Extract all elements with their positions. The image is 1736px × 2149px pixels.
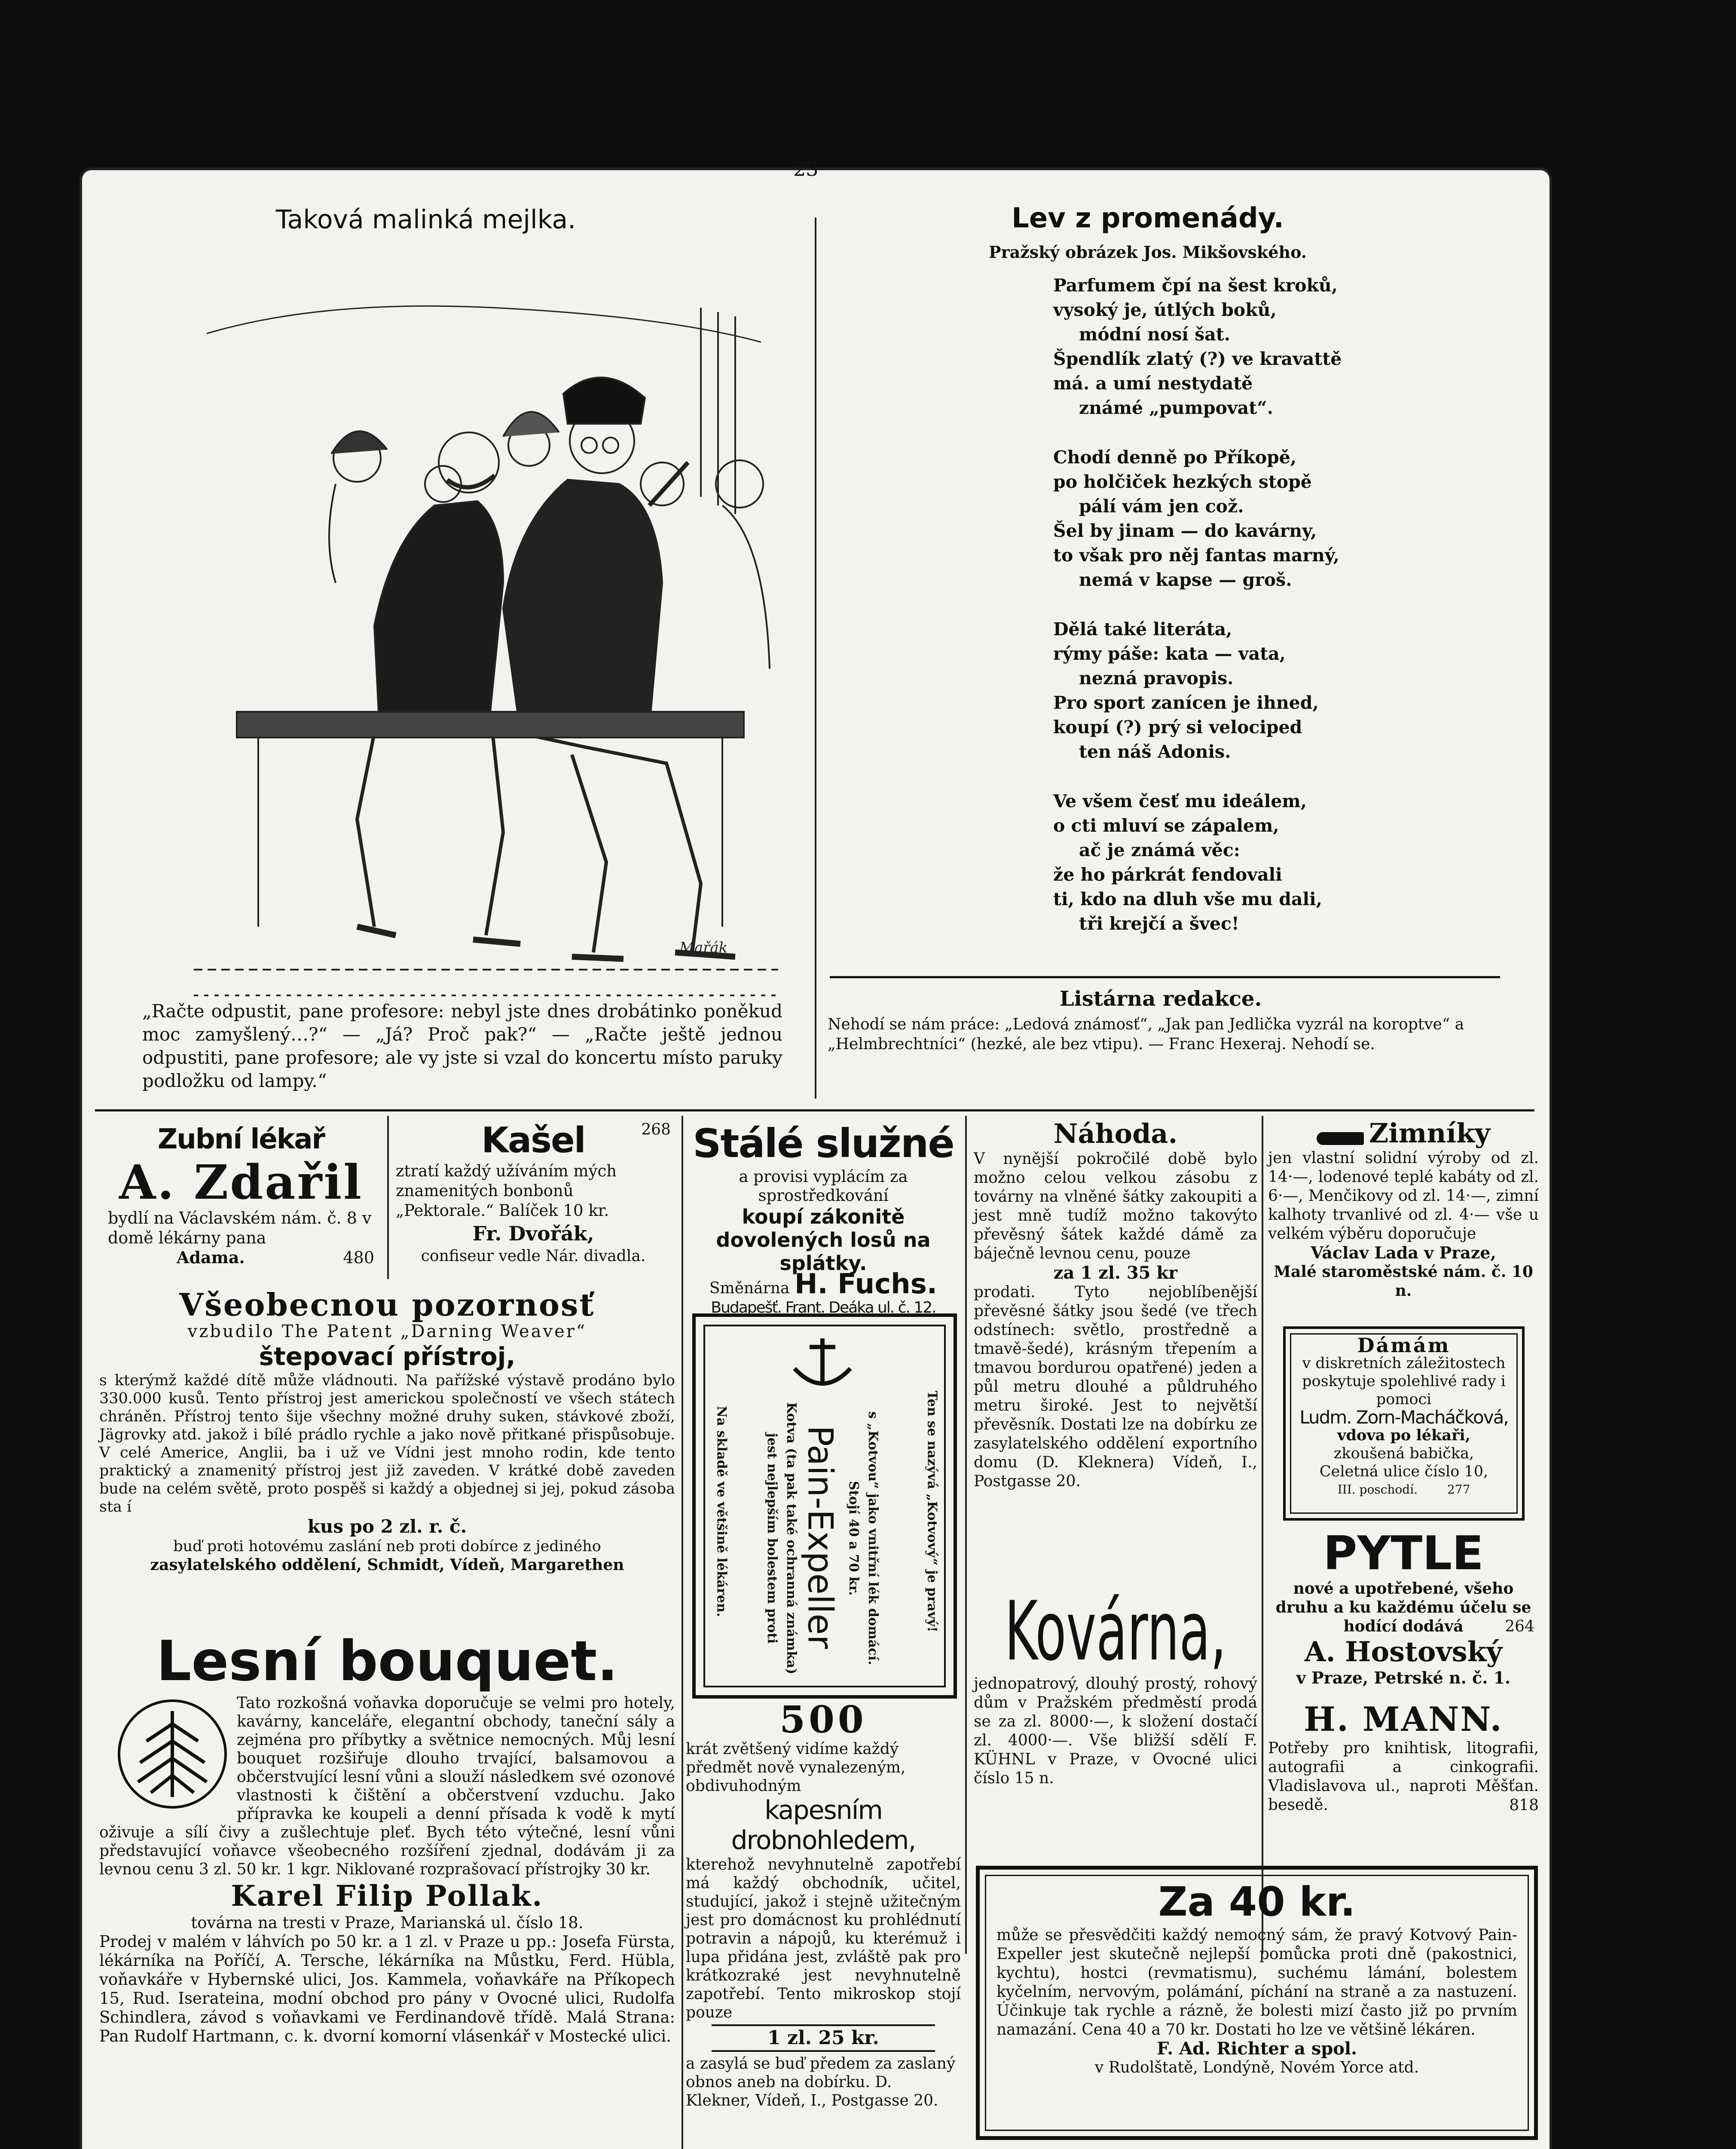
poem-line: rýmy páše: kata — vata, — [1053, 643, 1286, 664]
ad-text: Směnárna — [709, 1280, 790, 1297]
ad-text: koupí zákonitě dovolených losů na splátky. — [716, 1205, 931, 1275]
ad-name: H. Fuchs. — [794, 1268, 938, 1300]
ad-body: Potřeby pro knihtisk, litografii, autografii a cinkografii. Vladislavova ul., naproti Měšťan. besedě. — [1268, 1739, 1539, 1814]
ad-body: kterehož nevyhnutelně zapotřebí má každý obchodník, učitel, studující, jakož i stejně užitečným jest pro domácnost ku prohlédnutí potravin a nápojů, ku kterémuž i lupa přidána jest, zvláště pak pro krátkozraké jest nevyhnutelně zapotřebí. Tento mikroskop stojí pouze — [686, 1856, 961, 2021]
ad-product: štepovací přístroj, — [259, 1342, 516, 1371]
ad-body: v diskretních záležitostech poskytuje spolehlivé rady i pomoci — [1302, 1355, 1506, 1408]
ad-body: může se přesvědčiti každý nemocný sám, že pravý Kotvový Pain-Expeller jest skutečně nejlepší pomůcka proti dně (pakostnici, kychtu), hostci (revmatismu), suchému lámání, bolestem kyčelním, nervovým, polámání, píchání na straně a za nastuzení. Účinkuje tak rychle a rázně, že bolesti mizí často již po prvním namazání. Cena 40 a 70 kr. Dostati ho lze ve většině lékáren. — [996, 1926, 1517, 2039]
ad-microscope — [686, 1700, 961, 2110]
ad-text: Kotva (ta pak také ochranná známka) jest nejlepším bolestem proti — [764, 1402, 799, 1675]
poem-line: Ve všem česť mu ideálem, — [1053, 791, 1307, 811]
listarna-rule — [830, 976, 1500, 978]
pointing-hand-icon — [1317, 1132, 1364, 1145]
ad-price: 1 zl. 25 kr. — [712, 2024, 935, 2052]
ad-column-divider — [1262, 1116, 1263, 1954]
poem-line: známé „pumpovat“. — [1079, 398, 1274, 418]
ad-text: III. poschodí. — [1337, 1482, 1418, 1497]
ad-address: továrna na tresti v Praze, Marianská ul. číslo 18. — [191, 1913, 584, 1932]
ad-damam-box — [1283, 1326, 1525, 1521]
ad-kovarna — [974, 1584, 1257, 1788]
newspaper-page — [79, 157, 1552, 2149]
poem-line: Pro sport zanícen je ihned, — [1053, 692, 1319, 713]
ad-name: A. Zdařil — [119, 1154, 363, 1210]
poem-line: o cti mluví se zápalem, — [1053, 815, 1279, 836]
ad-stale-sluzne — [686, 1120, 961, 1317]
poem-line: nezná pravopis. — [1079, 668, 1234, 689]
poem-stanza — [1053, 789, 1440, 936]
anchor-icon — [786, 1334, 859, 1390]
ads-top-rule — [95, 1109, 1534, 1111]
ad-heading: Kašel — [481, 1120, 585, 1161]
ad-text: s „Kotvou“ jako vnitřní lék domácí. Stojí 40 a 70 kr. — [846, 1411, 880, 1665]
ad-signature: F. Ad. Richter a spol. — [1156, 2039, 1357, 2059]
ad-address: Malé staroměstské nám. č. 10 n. — [1274, 1263, 1533, 1300]
poem-line: nemá v kapse — groš. — [1079, 569, 1292, 590]
listarna-body: Nehodí se nám práce: „Ledová známosť“, „Jak pan Jedlička vyzrál na koroptve“ a „Helmbrechtníci“ (hezké, ale bez vtipu). — Franc Hexeraj. Nehodí se. — [828, 1016, 1464, 1053]
ad-pain-expeller-box — [692, 1313, 957, 1699]
ad-darning-weaver — [99, 1288, 675, 1574]
poem-line: ten náš Adonis. — [1079, 741, 1231, 762]
ad-body: jen vlastní solidní výroby od zl. 14·—, lodenové teplé kabáty od zl. 6·—, Menčikovy od zl. 14·—, zimní kalhoty trvanlivé od zl. 4·— vše u velkém výběru doporučuje — [1268, 1149, 1539, 1243]
poem-line: ti, kdo na dluh vše mu dali, — [1053, 889, 1322, 909]
ad-foot: a zasylá se buď předem za zaslaný obnos aneb na dobírku. D. Klekner, Vídeň, I., Postgasse 20. — [686, 2055, 956, 2109]
ad-number: 277 — [1447, 1482, 1470, 1497]
cartoon-signature: Mařák — [679, 939, 728, 956]
ad-heading: Kovárna, — [1004, 1584, 1227, 1679]
ad-heading: Za 40 kr. — [1158, 1879, 1356, 1926]
ad-heading: Náhoda. — [1053, 1118, 1178, 1149]
poem-line: vysoký je, útlých boků, — [1053, 300, 1277, 320]
ad-lesni-bouquet — [99, 1629, 675, 2046]
ad-heading: 500 — [779, 1698, 867, 1742]
poem-line: Dělá také literáta, — [1053, 619, 1232, 640]
poem-subtitle: Pražský obrázek Jos. Mikšovského. — [989, 242, 1307, 262]
ad-name: Karel Filip Pollak. — [231, 1879, 544, 1913]
listarna-title: Listárna redakce. — [1059, 987, 1262, 1011]
ad-number: 818 — [1509, 1797, 1539, 1814]
ad-number: 268 — [641, 1121, 671, 1139]
poem-line: že ho párkrát fendovali — [1053, 864, 1282, 885]
ad-text: krát zvětšený vidíme každý předmět nově vynalezeným, obdivuhodným — [686, 1740, 906, 1795]
ad-column-divider — [387, 1116, 389, 1279]
ad-zimniky — [1268, 1118, 1539, 1300]
ad-text: Celetná ulice číslo 10, — [1319, 1463, 1488, 1480]
poem-line: Špendlík zlatý (?) ve kravattě — [1053, 349, 1342, 369]
ad-address: Budapešť. Frant. Deáka ul. č. 12. — [711, 1299, 936, 1316]
ad-body: V nynější pokročilé době bylo možno celou velkou zásobu z továrny na vlněné šátky zakoupiti a jest mně tudíž možno takovýto převěsný šátek každé dámě za báječně levnou cenu, pouze — [974, 1150, 1257, 1262]
ad-kasel — [396, 1120, 671, 1266]
poem-line: módní nosí šat. — [1079, 324, 1231, 345]
ad-text: a provisi vyplácím za sprostředkování — [739, 1167, 908, 1205]
poem-line: to však pro něj fantas marný, — [1053, 545, 1340, 566]
ad-column-divider — [965, 1116, 967, 1954]
ad-heading: H. MANN. — [1304, 1700, 1503, 1739]
poem-line: tři krejčí a švec! — [1079, 913, 1239, 934]
poem-stanza — [1053, 445, 1440, 592]
poem-line: po holčiček hezkých stopě — [1053, 471, 1312, 492]
ad-price: kus po 2 zl. r. č. — [307, 1516, 467, 1537]
ad-body: s kterýmž každé dítě může vládnouti. Na pařížské výstavě prodáno bylo 330.000 kusů. Tento přístroj jest americkou společností ve všech státech chráněn. Přístroj tento šije všechny možné druhy suken, stávkové zboží, Jägrovky atd. jakož i bílé prádlo rychle a jako nově přitkané přispůsobuje. V celé Americe, Anglii, ba i už ve Vídni jest mnoho rodin, kde tento praktický a znamenitý přístroj jest již zaveden. V krátké době zaveden bude na celém světě, proto pospěš si každý a objednej si jej, pokud zásoba sta í — [99, 1372, 675, 1515]
ad-name: Ludm. Zorn-Macháčková, — [1299, 1407, 1508, 1428]
ad-vertical-text: Na skladě ve většině lékáren. — [714, 1405, 729, 1617]
ad-foot: zasylatelského oddělení, Schmidt, Vídeň, Margarethen — [150, 1556, 624, 1574]
ad-sale: Prodej v malém v láhvích po 50 kr. a 1 zl. v Praze u pp.: Josefa Fürsta, lékárníka na Poříčí, A. Tersche, lékárníka na Můstku, Ferd. Hübla, voňavkáře v Hybernské ulici, Jos. Kammela, voňavkáře na Příkopech 15, Rud. Iserateina, modní obchod pro pány v Ovocné ulici, Rudolfa Schindlera, závod s voňavkami ve Ferdinandově třídě. Malá Strana: Pan Rudolf Hartmann, c. k. dvorní komorní vlásenkář v Mostecké ulici. — [99, 1932, 675, 2045]
ad-heading: Stálé služné — [693, 1120, 954, 1166]
ad-text: vdova po lékaři, — [1337, 1427, 1470, 1444]
poem-line: pálí vám jen což. — [1079, 496, 1244, 517]
ad-za-40-kr-box — [976, 1866, 1538, 2140]
ad-pytle — [1268, 1528, 1539, 1687]
ad-foot: buď proti hotovému zaslání neb proti dobírce z jediného — [173, 1538, 601, 1555]
ad-subheading: vzbudilo The Patent „Darning Weaver“ — [187, 1322, 587, 1341]
cartoon-caption: „Račte odpustit, pane profesore: nebyl jste dnes drobátinko poněkud moc zamyšlený…?“ — „Já? Proč pak?“ — „Račte ještě jednou odpustiti, pane profesore; ale vy jste si vzal do koncertu místo paruky podložku od lampy.“ — [142, 1001, 782, 1091]
ad-text: Adama. — [177, 1248, 245, 1267]
ad-column-divider — [682, 1116, 683, 2149]
cartoon-illustration — [194, 282, 778, 1051]
ad-nahoda — [974, 1118, 1257, 1491]
ad-heading: Všeobecnou pozornosť — [179, 1286, 595, 1323]
poem-line: Parfumem čpí na šest kroků, — [1053, 275, 1338, 296]
ad-heading: Lesní bouquet. — [156, 1629, 618, 1693]
ad-h-mann — [1268, 1700, 1539, 1815]
ad-heading: Zubní lékař — [157, 1123, 325, 1155]
ad-price: za 1 zl. 35 kr — [1053, 1263, 1178, 1283]
ad-product: Pain-Expeller — [800, 1425, 840, 1649]
ad-text: zkoušená babička, — [1333, 1445, 1474, 1462]
ad-name: Václav Lada v Praze, — [1311, 1243, 1496, 1262]
ad-address: v Rudolštatě, Londýně, Novém Yorce atd. — [1094, 2059, 1419, 2076]
ad-foot: confiseur vedle Nár. divadla. — [421, 1247, 646, 1265]
poem-line: Šel by jinam — do kavárny, — [1053, 520, 1317, 541]
ad-body: prodati. Tyto nejoblíbenější převěsné šátky jsou šedé (ve třech odstínech: světlo, prostředně a tmavě-šedé), krásným třepením a tmavou bordurou opatřené) jeden a půl metru dlouhé a půldruhého metru široké. Jest to největší převěsník. Dostati lze na dobírku ze zasylatelského oddělení exportního domu (D. Kleknera) Vídeň, I., Postgasse 20. — [974, 1283, 1257, 1490]
ad-product: kapesním drobnohledem, — [731, 1795, 916, 1855]
ad-body: ztratí každý užíváním mých znamenitých bonbonů „Pektorale.“ Balíček 10 kr. — [396, 1162, 617, 1220]
ad-heading: Zimníky — [1369, 1117, 1491, 1149]
poem-line: má. a umí nestydatě — [1053, 373, 1253, 394]
ad-name: A. Hostovský — [1304, 1636, 1503, 1668]
page-number: 23 — [793, 157, 819, 181]
poem-stanza — [1053, 617, 1440, 764]
ad-number: 264 — [1505, 1618, 1534, 1635]
poem-title: Lev z promenády. — [1012, 202, 1284, 234]
ad-number: 480 — [343, 1248, 374, 1267]
ad-body: nové a upotřebené, všeho druhu a ku každému účelu se hodící dodává — [1275, 1580, 1531, 1635]
ad-body: jednopatrový, dlouhý prostý, rohový dům v Pražském předměstí prodá se za zl. 8000·—, k složení dostačí zl. 4000·—. Vše bližší sdělí F. KÜHNL v Praze, v Ovocné ulici číslo 15 n. — [974, 1675, 1257, 1787]
ad-signature: Fr. Dvořák, — [472, 1222, 594, 1245]
column-divider — [815, 217, 816, 1099]
fir-branch-icon — [116, 1698, 228, 1810]
ad-heading: PYTLE — [1323, 1527, 1484, 1580]
ad-zubni-lekar — [108, 1122, 374, 1267]
ad-address: v Praze, Petrské n. č. 1. — [1296, 1668, 1511, 1687]
ad-body: bydlí na Václavském nám. č. 8 v domě lékárny pana — [108, 1209, 372, 1247]
poem-line: ač je známá věc: — [1079, 840, 1240, 860]
poem-stanza — [1053, 273, 1440, 420]
poem-line: koupí (?) prý si velociped — [1053, 717, 1302, 738]
cartoon-title: Taková malinká mejlka. — [275, 205, 576, 235]
ad-heading: Dámám — [1357, 1334, 1451, 1357]
poem-body — [1053, 273, 1440, 961]
ad-vertical-text: Ten se nazývá „Kotvový“ je pravý! — [924, 1390, 940, 1632]
ad-body: Tato rozkošná voňavka doporučuje se velmi pro hotely, kavárny, kanceláře, elegantní obchody, taneční sály a zejména pro příbytky a světnice nemocných. Můj lesní bouquet rozšiřuje dlouho trvající, balsamovou a občerstvující lesní vůni a slouží následkem své ozonové vlastnosti k čištění a občerstvení vzduchu. Jako přípravka ke koupeli a denní přísada k vodě k mytí oživuje a sílí čivy a zušlechtuje pleť. Bych této výtečné, lesní vůni představující voňavce všeobecného rozšíření zjednal, dodávám ji za levnou cenu 3 zl. 50 kr. 1 kgr. Niklované rozprašovací přístrojky 30 kr. — [99, 1694, 675, 1878]
poem-line: Chodí denně po Příkopě, — [1053, 447, 1297, 468]
